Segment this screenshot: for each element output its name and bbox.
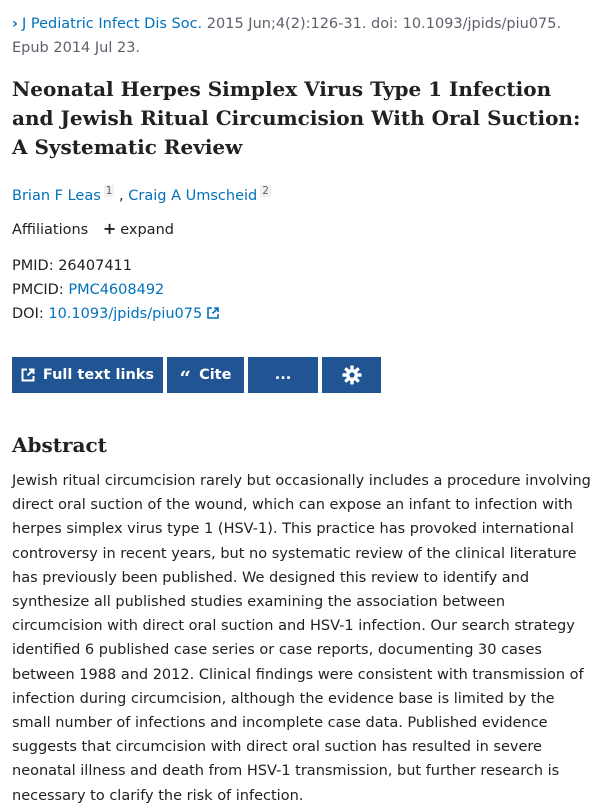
author-link[interactable]: Brian F Leas <box>12 188 101 204</box>
pmcid-label: PMCID: <box>12 282 64 298</box>
pmid-row <box>12 254 592 278</box>
doi-row <box>12 302 592 326</box>
chevron-right-icon: › <box>12 16 18 32</box>
abstract-heading: Abstract <box>12 433 107 457</box>
external-link-icon <box>21 368 35 382</box>
more-actions-button[interactable] <box>248 357 318 393</box>
article-title: Neonatal Herpes Simplex Virus Type 1 Infection and Jewish Ritual Circumcision With Oral Suction: A Systematic Review <box>12 77 581 159</box>
cite-button[interactable] <box>167 357 244 393</box>
pmid-label: PMID: <box>12 258 54 274</box>
citation-details: 2015 Jun;4(2):126-31. doi: 10.1093/jpids/piu075. Epub 2014 Jul 23. <box>12 16 562 56</box>
more-label: ... <box>274 367 292 383</box>
cite-label: Cite <box>199 367 232 383</box>
affiliation-ref[interactable]: 2 <box>262 185 269 197</box>
abstract-text: Jewish ritual circumcision rarely but occasionally includes a procedure involving direct oral suction of the wound, which can expose an infant to infection with herpes simplex virus type 1 (HSV-1). This practice has provoked international controversy in recent years, but no systematic review of the clinical literature has previously been published. We designed this review to identify and synthesize all published studies examining the association between circumcision with direct oral suction and HSV-1 infection. Our search strategy identified 6 published case series or case reports, documenting 30 cases between 1988 and 2012. Clinical findings were consistent with transmission of infection during circumcision, although the evidence base is limited by the small number of infections and incomplete case data. Published evidence suggests that circumcision with direct oral suction has resulted in severe neonatal illness and death from HSV-1 transmission, but further research is necessary to clarify the risk of infection. <box>12 473 591 804</box>
doi-link[interactable] <box>48 306 219 322</box>
doi-label: DOI: <box>12 306 44 322</box>
full-text-links-label: Full text links <box>42 367 155 383</box>
full-text-links-button[interactable] <box>12 357 163 393</box>
pmcid-link[interactable]: PMC4608492 <box>68 282 165 298</box>
affiliation-ref[interactable]: 1 <box>105 185 113 197</box>
affiliations-toggle[interactable] <box>12 217 592 242</box>
pmid-value: 26407411 <box>58 258 133 274</box>
journal-link[interactable]: J Pediatric Infect Dis Soc. <box>21 16 203 32</box>
article-citation <box>12 12 592 60</box>
expand-label: expand <box>120 222 174 238</box>
author-list: Brian F Leas $^1$ , Craig A Umscheid $^2$ <box>12 185 269 204</box>
gear-icon <box>342 365 362 385</box>
quote-icon: “ <box>179 366 192 390</box>
plus-icon: + <box>102 219 117 238</box>
external-link-icon <box>207 307 219 319</box>
doi-value: 10.1093/jpids/piu075 <box>48 306 203 322</box>
article-identifiers <box>12 254 592 326</box>
settings-button[interactable] <box>322 357 381 393</box>
action-bar <box>12 357 592 393</box>
affiliations-label: Affiliations <box>12 222 89 238</box>
author-link[interactable]: Craig A Umscheid <box>128 188 258 204</box>
pmcid-row <box>12 278 592 302</box>
expand-button[interactable] <box>102 219 174 238</box>
article-page <box>12 12 592 808</box>
